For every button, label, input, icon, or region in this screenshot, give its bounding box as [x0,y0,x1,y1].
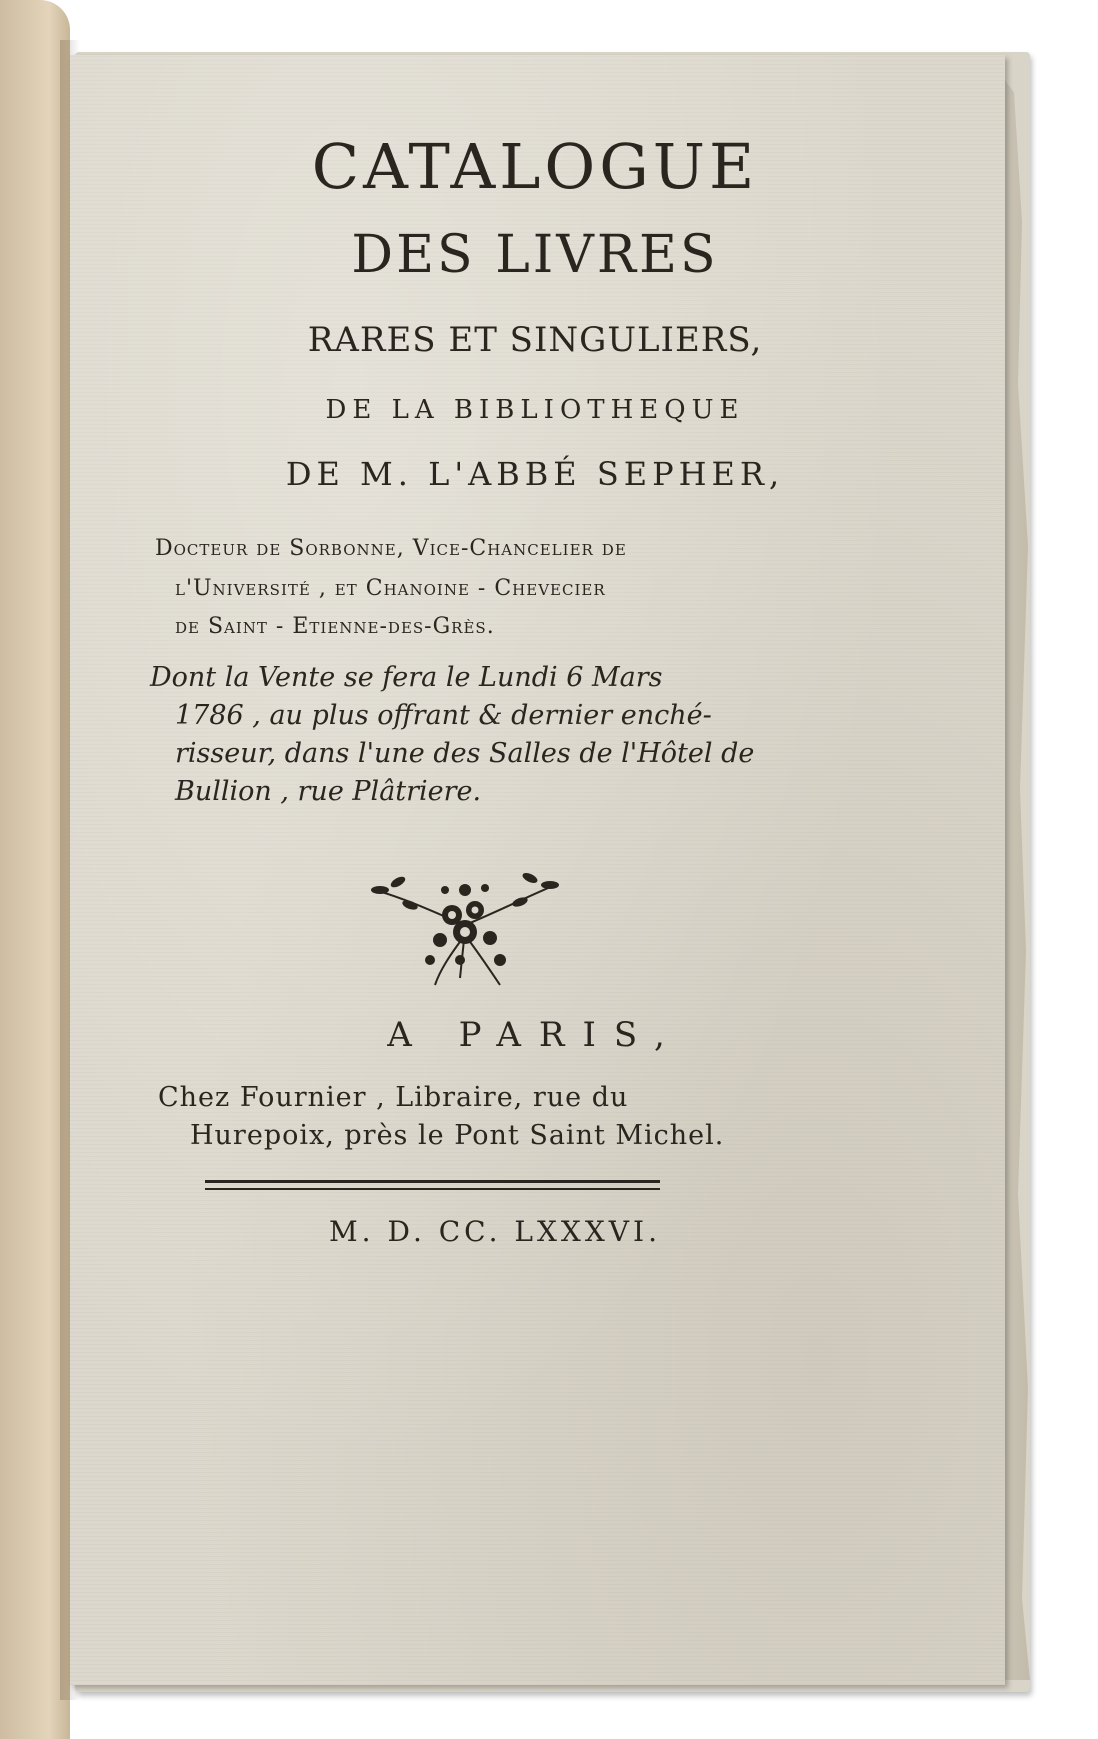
double-rule-bottom [205,1188,660,1190]
title-line-rares: RARES ET SINGULIERS, [307,320,763,360]
publisher-line-2: Hurepoix, près le Pont Saint Michel. [190,1120,725,1151]
sale-notice-line-3: risseur, dans l'une des Salles de l'Hôtel de [175,738,755,769]
title-line-des-livres: DES LIVRES [351,225,719,285]
title-line-bibliotheque: DE LA BIBLIOTHEQUE [325,395,745,425]
title-line-owner: DE M. L'ABBÉ SEPHER, [285,455,785,493]
sale-notice-line-4: Bullion , rue Plâtriere. [175,776,482,807]
imprint-date: M. D. CC. LXXXVI. [329,1215,661,1248]
sale-notice-line-2: 1786 , au plus offrant & dernier enché- [175,700,712,731]
double-rule-top [205,1180,660,1183]
sale-notice-line-1: Dont la Vente se fera le Lundi 6 Mars [150,662,663,693]
floral-bouquet-icon [360,860,570,990]
title-line-catalogue: CATALOGUE [311,130,759,203]
credentials-line-3: de Saint - Etienne-des-Grès. [175,614,495,639]
place-line: A PARIS, [387,1015,683,1055]
credentials-line-1: Docteur de Sorbonne, Vice-Chancelier de [155,536,627,561]
publisher-line-1: Chez Fournier , Libraire, rue du [158,1082,629,1113]
credentials-line-2: l'Université , et Chanoine - Chevecier [175,576,606,601]
